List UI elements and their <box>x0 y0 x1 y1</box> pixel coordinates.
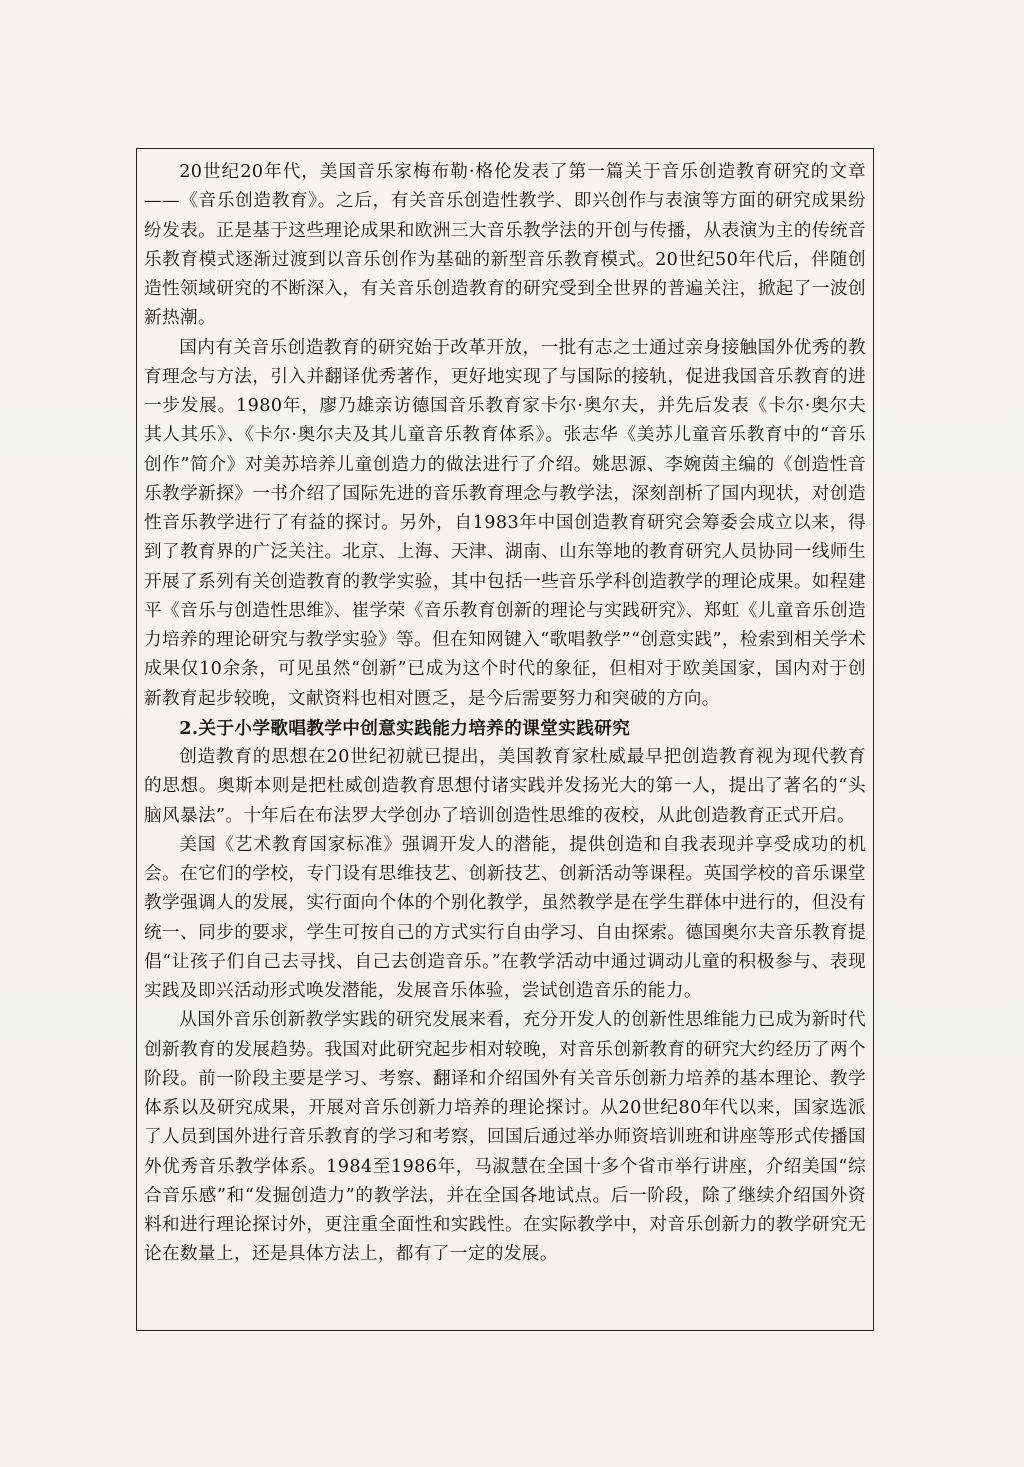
paragraph-history-1920s: 20世纪20年代，美国音乐家梅布勒·格伦发表了第一篇关于音乐创造教育研究的文章——《音乐创造教育》。之后，有关音乐创造性教学、即兴创作与表演等方面的研究成果纷纷发表。正是基于这些理论成果和欧洲三大音乐教学法的开创与传播，从表演为主的传统音乐教育模式逐渐过渡到以音乐创作为基础的新型音乐教育模式。20世纪50年代后，伴随创造性领域研究的不断深入，有关音乐创造教育的研究受到全世界的普遍关注，掀起了一波创新热潮。 <box>144 162 866 329</box>
paragraph-foreign-practice: 美国《艺术教育国家标准》强调开发人的潜能，提供创造和自我表现并享受成功的机会。在它们的学校，专门设有思维技艺、创新技艺、创新活动等课程。英国学校的音乐课堂教学强调人的发展，实行面向个体的个别化教学，虽然教学是在学生群体中进行的，但没有统一、同步的要求，学生可按自己的方式实行自由学习、自由探索。德国奥尔夫音乐教育提倡“让孩子们自己去寻找、自己去创造音乐。”在教学活动中通过调动儿童的积极参与、表现实践及即兴活动形式唤发潜能，发展音乐体验，尝试创造音乐的能力。 <box>144 834 866 1001</box>
paragraph-development-trend: 从国外音乐创新教学实践的研究发展来看，充分开发人的创新性思维能力已成为新时代创新教育的发展趋势。我国对此研究起步相对较晚，对音乐创新教育的研究大约经历了两个阶段。前一阶段主要是学习、考察、翻译和介绍国外有关音乐创新力培养的基本理论、教学体系以及研究成果，开展对音乐创新力培养的理论探讨。从20世纪80年代以来，国家选派了人员到国外进行音乐教育的学习和考察，回国后通过举办师资培训班和讲座等形式传播国外优秀音乐教学体系。1984至1986年，马淑慧在全国十多个省市举行讲座，介绍美国“综合音乐感”和“发掘创造力”的教学法，并在全国各地试点。后一阶段，除了继续介绍国外资料和进行理论探讨外，更注重全面性和实践性。在实际教学中，对音乐创新力的教学研究无论在数量上，还是具体方法上，都有了一定的发展。 <box>144 1010 866 1265</box>
paragraph-creative-education-origin: 创造教育的思想在20世纪初就已提出，美国教育家杜威最早把创造教育视为现代教育的思想。奥斯本则是把杜威创造教育思想付诸实践并发扬光大的第一人，提出了著名的“头脑风暴法”。十年后在布法罗大学创办了培训创造性思维的夜校，从此创造教育正式开启。 <box>144 747 866 826</box>
section-heading: 2.关于小学歌唱教学中创意实践能力培养的课堂实践研究 <box>179 717 631 739</box>
document-body <box>144 158 866 1326</box>
paragraph-domestic-research: 国内有关音乐创造教育的研究始于改革开放，一批有志之士通过亲身接触国外优秀的教育理念与方法，引入并翻译优秀著作，更好地实现了与国际的接轨，促进我国音乐教育的进一步发展。1980年，廖乃雄亲访德国音乐教育家卡尔·奥尔夫，并先后发表《卡尔·奥尔夫其人其乐》、《卡尔·奥尔夫及其儿童音乐教育体系》。张志华《美苏儿童音乐教育中的“音乐创作”简介》对美苏培养儿童创造力的做法进行了介绍。姚思源、李婉茵主编的《创造性音乐教学新探》一书介绍了国际先进的音乐教育理念与教学法，深刻剖析了国内现状，对创造性音乐教学进行了有益的探讨。另外，自1983年中国创造教育研究会筹委会成立以来，得到了教育界的广泛关注。北京、上海、天津、湖南、山东等地的教育研究人员协同一线师生开展了系列有关创造教育的教学实验，其中包括一些音乐学科创造教学的理论成果。如程建平《音乐与创造性思维》、崔学荣《音乐教育创新的理论与实践研究》、郑虹《儿童音乐创造力培养的理论研究与教学实验》等。但在知网键入“歌唱教学”“创意实践”，检索到相关学术成果仅10余条，可见虽然“创新”已成为这个时代的象征，但相对于欧美国家，国内对于创新教育起步较晚，文献资料也相对匮乏，是今后需要努力和突破的方向。 <box>144 337 866 709</box>
